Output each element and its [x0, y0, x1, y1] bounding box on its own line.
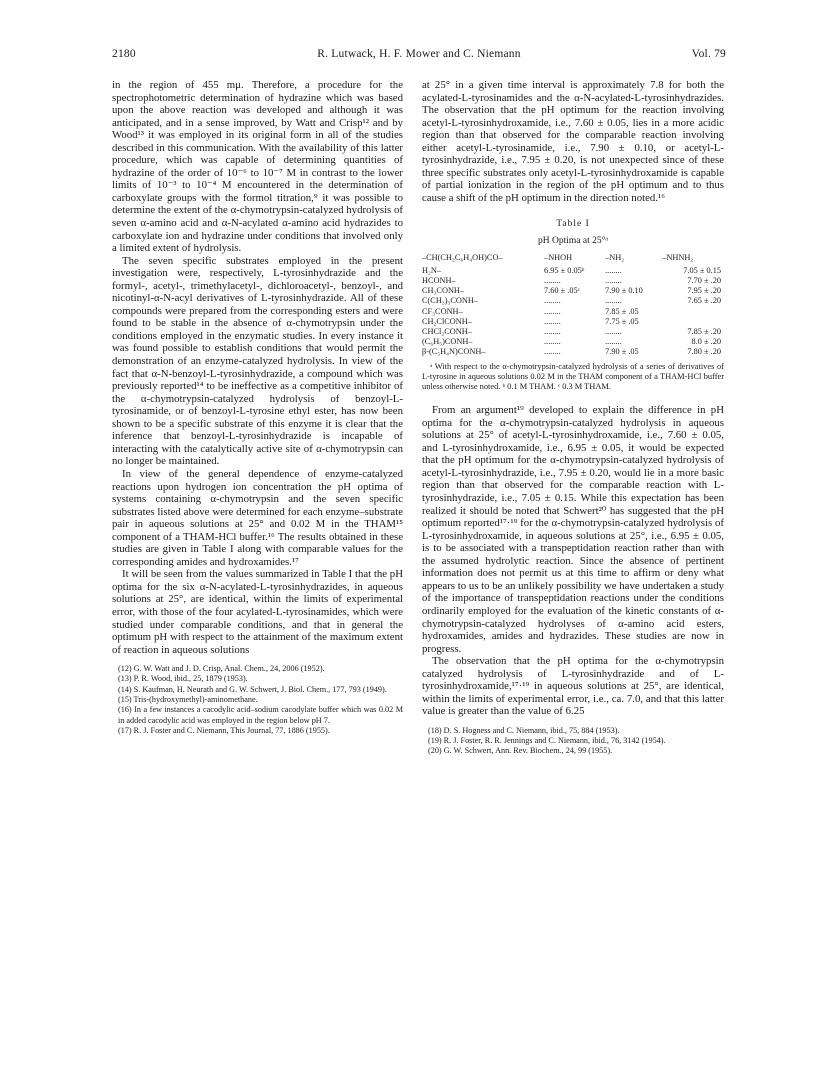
left-column — [112, 79, 403, 736]
table-cell: (C₆H₅)CONH– — [422, 337, 473, 347]
table-row — [422, 266, 724, 276]
table-row — [422, 276, 724, 286]
table-cell: ........ — [605, 296, 622, 306]
reference: (17) R. J. Foster and C. Niemann, This Journal, 77, 1886 (1955). — [118, 725, 330, 735]
table-footnote: ᵃ With respect to the α-chymotrypsin-catalyzed hydrolysis of a series of derivatives of L-tyrosine in aqueous solutions 0.02 M in the THAM component of a THAM-HCl buffer unless otherwise noted. ᵇ 0.1 M THAM. ᶜ 0.3 M THAM. — [422, 361, 724, 391]
column-header: –NHNH₂ — [662, 252, 694, 262]
volume-label: Vol. 79 — [691, 48, 726, 60]
table-row — [422, 347, 724, 357]
table-cell: 7.65 ± .20 — [687, 296, 721, 306]
table-cell: β-(C₅H₄N)CONH– — [422, 347, 486, 357]
footnotes-right — [422, 726, 724, 757]
table-cell — [662, 307, 724, 317]
reference: (19) R. J. Foster, R. R. Jennings and C. Niemann, ibid., 76, 3142 (1954). — [428, 736, 666, 746]
reference: (14) S. Kaufman, H. Neurath and G. W. Schwert, J. Biol. Chem., 177, 793 (1949). — [118, 684, 387, 694]
table-cell: 6.95 ± 0.05ᵇ — [544, 265, 585, 275]
table-cell: 7.85 ± .20 — [687, 326, 721, 336]
table-row — [422, 337, 724, 347]
table-cell — [662, 317, 724, 327]
table-cell: 7.90 ± 0.10 — [605, 286, 643, 296]
running-head-authors: R. Lutwack, H. F. Mower and C. Niemann — [317, 48, 521, 60]
table-row — [422, 327, 724, 337]
paragraph: in the region of 455 mμ. Therefore, a procedure for the spectrophotometric determination of hydrazine which was based upon the above reaction was developed and although it was anticipated, and in a sense improved, by Watt and Crisp¹² and by Wood¹³ it was employed in its original form in all of the studies described in this communication. With the availability of this latter procedure, which was capable of determining quantities of hydrazine of the order of 10⁻⁶ to 10⁻⁷ M in contrast to the lower limits of 10⁻³ to 10⁻⁴ M encountered in the determination of carboxylate groups with the formol titration,⁹ it was possible to determine the extent of the α-chymotrypsin-catalyzed hydrolysis of seven α-amino acid and α-N-acylated α-amino acid hydrazides to carboxylate ion and hydrazine under conditions that involved only a limited extent of hydrolysis. — [112, 79, 403, 255]
column-header: –NHOH — [544, 252, 573, 262]
reference: (13) P. R. Wood, ibid., 25, 1879 (1953). — [118, 674, 248, 684]
table-cell: 7.60 ± .05ᶜ — [544, 286, 580, 296]
table-cell: 7.05 ± 0.15 — [683, 265, 721, 275]
reference: (15) Tris-(hydroxymethyl)-aminomethane. — [118, 695, 258, 705]
table-row — [422, 317, 724, 327]
reference: (18) D. S. Hogness and C. Niemann, ibid., 75, 884 (1953). — [428, 725, 620, 735]
spacer — [422, 392, 724, 404]
table-cell: CHCl₂CONH– — [422, 326, 472, 336]
table-cell: 8.0 ± .20 — [691, 337, 721, 347]
table-cell: ........ — [605, 337, 622, 347]
table-subtitle: pH Optima at 25°ᵃ — [538, 236, 608, 247]
reference: (12) G. W. Watt and J. D. Crisp, Anal. Chem., 24, 2006 (1952). — [118, 664, 325, 674]
table-cell: HCONH– — [422, 275, 456, 285]
paragraph: It will be seen from the values summarized in Table I that the pH optima for the six α-N-acylated-L-tyrosinhydrazides, in aqueous solutions at 25°, are identical, within the limits of experimental error, with those of the four acylated-L-tyrosinamides, which were studied under comparable conditions, and that in general the optimum pH with respect to the attainment of the maximum extent of reaction in aqueous solutions — [112, 568, 403, 656]
reference: (20) G. W. Schwert, Ann. Rev. Biochem., 24, 99 (1955). — [428, 746, 613, 756]
table-cell: C(CH₃)₃CONH– — [422, 296, 479, 306]
table-cell: CH₃CONH– — [422, 286, 465, 296]
paragraph: at 25° in a given time interval is approximately 7.8 for both the acylated-L-tyrosinamides and the α-N-acylated-L-tyrosinhydrazides. The observation that the pH optimum for the reaction involving acetyl-L-tyrosinhydroxamide, i.e., 7.60 ± 0.05, lies in a more acidic region than that observed for the comparable reaction involving either acetyl-L-tyrosinamide, i.e., 7.90 ± 0.10, or acetyl-L-tyrosinhydrazide, i.e., 7.95 ± 0.20, is not unexpected since of these three specific substrates only acetyl-L-tyrosinhydroxamide is capable of partial ionization in the region of the pH optimum and to thus cause a shift of the pH optimum in the direction noted.¹⁶ — [422, 79, 724, 204]
paragraph: The observation that the pH optima for the α-chymotrypsin catalyzed hydrolysis of L-tyrosinhydrazide and of L-tyrosinhydroxamide,¹⁷·¹⁹ in aqueous solutions at 25°, are identical, within the limits of experimental error, i.e., ca. 7.0, and that this latter value is greater than the value of 6.25 — [422, 655, 724, 718]
page-number: 2180 — [112, 48, 136, 60]
table-row — [422, 296, 724, 306]
table-cell: ........ — [544, 296, 561, 306]
column-header: –CH(CH₂C₆H₄OH)CO– — [422, 252, 503, 262]
table-cell: 7.95 ± .20 — [687, 286, 721, 296]
table-cell: ........ — [544, 337, 561, 347]
paragraph: The seven specific substrates employed in the present investigation were, respectively, L-tyrosinhydrazide and the formyl-, acetyl-, trimethylacetyl-, dichloroacetyl-, benzoyl-, and nicotinyl-α-N-acyl derivatives of L-tyrosinhydrazide. All of these compounds were prepared from the corresponding esters and were found to be stable in the absence of α-chymotrypsin under the conditions employed in the enzymatic studies. In every instance it was found possible to establish conditions that would permit the demonstration of an enzyme-catalyzed hydrolysis. In view of the fact that α-N-benzoyl-L-tyrosinhydrazide, a compound which was previously reported¹⁴ to be ineffective as a competitive inhibitor of the α-chymotrypsin-catalyzed hydrolysis of benzoyl-L-tyrosinamide, or of benzoyl-L-tyrosine ethyl ester, has now been shown to be a specific substrate of this enzyme it is clear that the inference that benzoyl-L-tyrosinhydrazide is incapable of interacting with the catalytically active site of α-chymotrypsin can no longer be maintained. — [112, 254, 403, 468]
table-cell: ........ — [544, 326, 561, 336]
table-row — [422, 307, 724, 317]
running-header — [112, 48, 726, 64]
table-cell: 7.85 ± .05 — [605, 306, 639, 316]
table-row — [422, 286, 724, 296]
table-cell: ........ — [605, 265, 622, 275]
reference: (16) In a few instances a cacodylic acid–sodium cacodylate buffer which was 0.02 M in added cacodylic acid was employed in the region below pH 7. — [118, 705, 403, 725]
table-cell: 7.80 ± .20 — [687, 347, 721, 357]
table-header-row — [422, 252, 724, 266]
table-cell: CF₃CONH– — [422, 306, 463, 316]
table-cell: H₂N– — [422, 265, 442, 275]
table-cell: ........ — [544, 275, 561, 285]
footnotes-left — [112, 664, 403, 736]
ph-optima-table — [422, 252, 724, 358]
column-header: –NH₂ — [605, 252, 625, 262]
table-cell: ........ — [544, 347, 561, 357]
paragraph: In view of the general dependence of enzyme-catalyzed reactions upon hydrogen ion concentration the pH optima of systems containing α-chymotrypsin and the seven specific substrates listed above were determined for each enzyme–substrate pair in aqueous solutions at 25° and 0.02 M in the THAM¹⁵ component of a THAM-HCl buffer.¹⁶ The results obtained in these studies are given in Table I along with comparable values for the corresponding amides and hydroxamides.¹⁷ — [112, 467, 403, 568]
table-cell: 7.90 ± .05 — [605, 347, 639, 357]
table-cell: 7.70 ± .20 — [687, 275, 721, 285]
table-cell: ........ — [544, 306, 561, 316]
paragraph: From an argument¹⁹ developed to explain the difference in pH optima for the α-chymotrypsin-catalyzed hydrolysis in aqueous solutions at 25° of acetyl-L-tyrosinhydroxamide, i.e., 7.60 ± 0.05, and L-tyrosinhydroxamide, i.e., 6.95 ± 0.05, it would be expected that the pH optimum for the α-chymotrypsin-catalyzed hydrolysis of acetyl-L-tyrosinhydrazide, i.e., 7.95 ± 0.20, would lie in a more basic region than that observed for the comparable reaction with L-tyrosinhydrazide, i.e., 7.05 ± 0.15. While this expectation has been realized it should be noted that Schwert²⁰ has suggested that the pH optimum reported¹⁷·¹⁹ for the α-chymotrypsin-catalyzed hydrolysis of L-tyrosinhydroxamide, in aqueous solutions at 25°, i.e., 6.95 ± 0.05, is to be associated with a transpeptidation reaction rather than with the assumed hydrolytic reaction. Since the absence of pertinent information does not permit us at this time to affirm or deny what appears to us to be an unlikely possibility we have undertaken a study of the importance of transpeptidation reactions under the conditions ordinarily employed for the evaluation of the kinetic constants of α-chymotrypsin-catalyzed hydrolyses of α-amino acid esters, hydroxamides, amides and hydrazides. These studies are now in progress. — [422, 404, 724, 655]
table-cell: CH₂ClCONH– — [422, 316, 472, 326]
table-cell: ........ — [544, 316, 561, 326]
table-title: Table I — [556, 219, 590, 230]
table-cell: ........ — [605, 275, 622, 285]
table-cell: 7.75 ± .05 — [605, 316, 639, 326]
table-cell: ........ — [605, 326, 622, 336]
right-column — [422, 79, 724, 757]
